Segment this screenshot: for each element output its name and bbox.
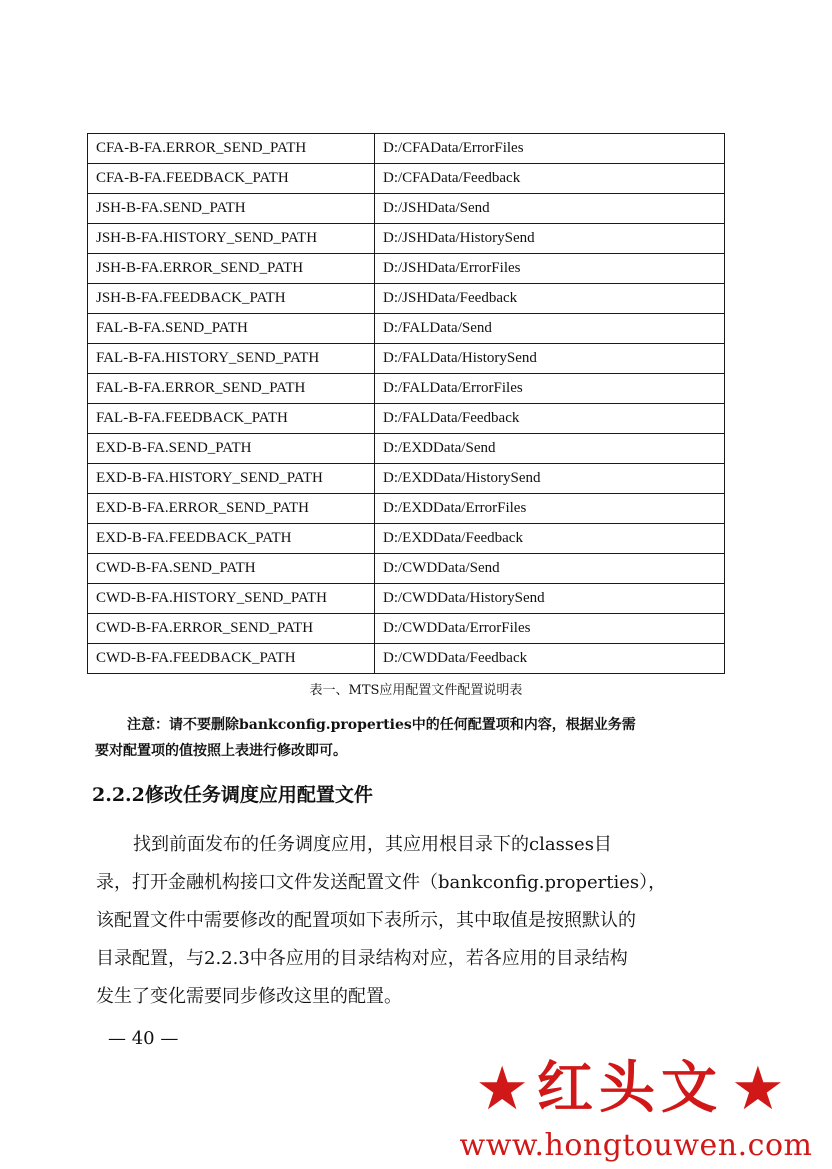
star-icon: ★ bbox=[475, 1054, 529, 1124]
body-line: 录，打开金融机构接口文件发送配置文件（bankconfig.properties）， bbox=[96, 872, 667, 893]
note-line-1: 注意：请不要删除bankconfig.properties中的任何配置项和内容，根据业务需 bbox=[127, 717, 636, 733]
config-value-cell: D:/EXDData/Send bbox=[375, 434, 725, 464]
config-value-cell: D:/JSHData/HistorySend bbox=[375, 224, 725, 254]
table-row bbox=[88, 164, 725, 194]
config-key-cell: JSH-B-FA.ERROR_SEND_PATH bbox=[88, 254, 375, 284]
table-row bbox=[88, 194, 725, 224]
table-row bbox=[88, 464, 725, 494]
table-caption: 表一、MTS应用配置文件配置说明表 bbox=[309, 683, 523, 698]
note-block bbox=[95, 712, 715, 764]
config-key-cell: EXD-B-FA.HISTORY_SEND_PATH bbox=[88, 464, 375, 494]
config-key-cell: FAL-B-FA.HISTORY_SEND_PATH bbox=[88, 344, 375, 374]
table-row bbox=[88, 554, 725, 584]
config-key-cell: FAL-B-FA.FEEDBACK_PATH bbox=[88, 404, 375, 434]
body-line: 发生了变化需要同步修改这里的配置。 bbox=[96, 986, 402, 1007]
config-key-cell: CFA-B-FA.FEEDBACK_PATH bbox=[88, 164, 375, 194]
config-value-cell: D:/CFAData/ErrorFiles bbox=[375, 134, 725, 164]
config-value-cell: D:/FALData/HistorySend bbox=[375, 344, 725, 374]
config-value-cell: D:/CWDData/Feedback bbox=[375, 644, 725, 674]
table-row bbox=[88, 344, 725, 374]
config-value-cell: D:/CWDData/Send bbox=[375, 554, 725, 584]
config-key-cell: JSH-B-FA.FEEDBACK_PATH bbox=[88, 284, 375, 314]
config-key-cell: CWD-B-FA.FEEDBACK_PATH bbox=[88, 644, 375, 674]
watermark bbox=[440, 1052, 832, 1169]
note-line-2: 要对配置项的值按照上表进行修改即可。 bbox=[95, 743, 347, 759]
config-value-cell: D:/JSHData/Send bbox=[375, 194, 725, 224]
config-key-cell: JSH-B-FA.SEND_PATH bbox=[88, 194, 375, 224]
config-value-cell: D:/CFAData/Feedback bbox=[375, 164, 725, 194]
table-row bbox=[88, 224, 725, 254]
config-key-cell: CWD-B-FA.ERROR_SEND_PATH bbox=[88, 614, 375, 644]
table-row bbox=[88, 434, 725, 464]
config-value-cell: D:/CWDData/ErrorFiles bbox=[375, 614, 725, 644]
config-key-cell: FAL-B-FA.SEND_PATH bbox=[88, 314, 375, 344]
config-value-cell: D:/EXDData/ErrorFiles bbox=[375, 494, 725, 524]
table-row bbox=[88, 134, 725, 164]
config-table bbox=[87, 133, 725, 674]
config-key-cell: CWD-B-FA.SEND_PATH bbox=[88, 554, 375, 584]
body-line: 目录配置，与2.2.3中各应用的目录结构对应，若各应用的目录结构 bbox=[96, 948, 628, 969]
config-table-body bbox=[88, 134, 725, 674]
table-row bbox=[88, 494, 725, 524]
star-icon: ★ bbox=[731, 1054, 785, 1124]
table-row bbox=[88, 314, 725, 344]
table-row bbox=[88, 614, 725, 644]
config-value-cell: D:/JSHData/Feedback bbox=[375, 284, 725, 314]
body-paragraph bbox=[96, 826, 716, 1016]
config-key-cell: JSH-B-FA.HISTORY_SEND_PATH bbox=[88, 224, 375, 254]
table-row bbox=[88, 524, 725, 554]
table-row bbox=[88, 644, 725, 674]
watermark-title bbox=[440, 1052, 820, 1126]
config-key-cell: EXD-B-FA.ERROR_SEND_PATH bbox=[88, 494, 375, 524]
table-row bbox=[88, 284, 725, 314]
config-key-cell: CWD-B-FA.HISTORY_SEND_PATH bbox=[88, 584, 375, 614]
body-line: 该配置文件中需要修改的配置项如下表所示，其中取值是按照默认的 bbox=[96, 910, 636, 931]
table-row bbox=[88, 254, 725, 284]
table-row bbox=[88, 584, 725, 614]
watermark-text: 红头文 bbox=[537, 1056, 723, 1121]
config-key-cell: EXD-B-FA.FEEDBACK_PATH bbox=[88, 524, 375, 554]
config-key-cell: EXD-B-FA.SEND_PATH bbox=[88, 434, 375, 464]
section-heading: 2.2.2修改任务调度应用配置文件 bbox=[92, 784, 373, 806]
table-row bbox=[88, 404, 725, 434]
table-row bbox=[88, 374, 725, 404]
watermark-url: www.hongtouwen.com bbox=[459, 1128, 813, 1163]
config-value-cell: D:/EXDData/Feedback bbox=[375, 524, 725, 554]
page-number: — 40 — bbox=[108, 1028, 179, 1049]
config-value-cell: D:/FALData/Send bbox=[375, 314, 725, 344]
config-value-cell: D:/EXDData/HistorySend bbox=[375, 464, 725, 494]
config-key-cell: CFA-B-FA.ERROR_SEND_PATH bbox=[88, 134, 375, 164]
config-value-cell: D:/JSHData/ErrorFiles bbox=[375, 254, 725, 284]
config-value-cell: D:/FALData/Feedback bbox=[375, 404, 725, 434]
config-key-cell: FAL-B-FA.ERROR_SEND_PATH bbox=[88, 374, 375, 404]
config-value-cell: D:/CWDData/HistorySend bbox=[375, 584, 725, 614]
body-line: 找到前面发布的任务调度应用，其应用根目录下的classes目 bbox=[133, 834, 612, 855]
config-value-cell: D:/FALData/ErrorFiles bbox=[375, 374, 725, 404]
